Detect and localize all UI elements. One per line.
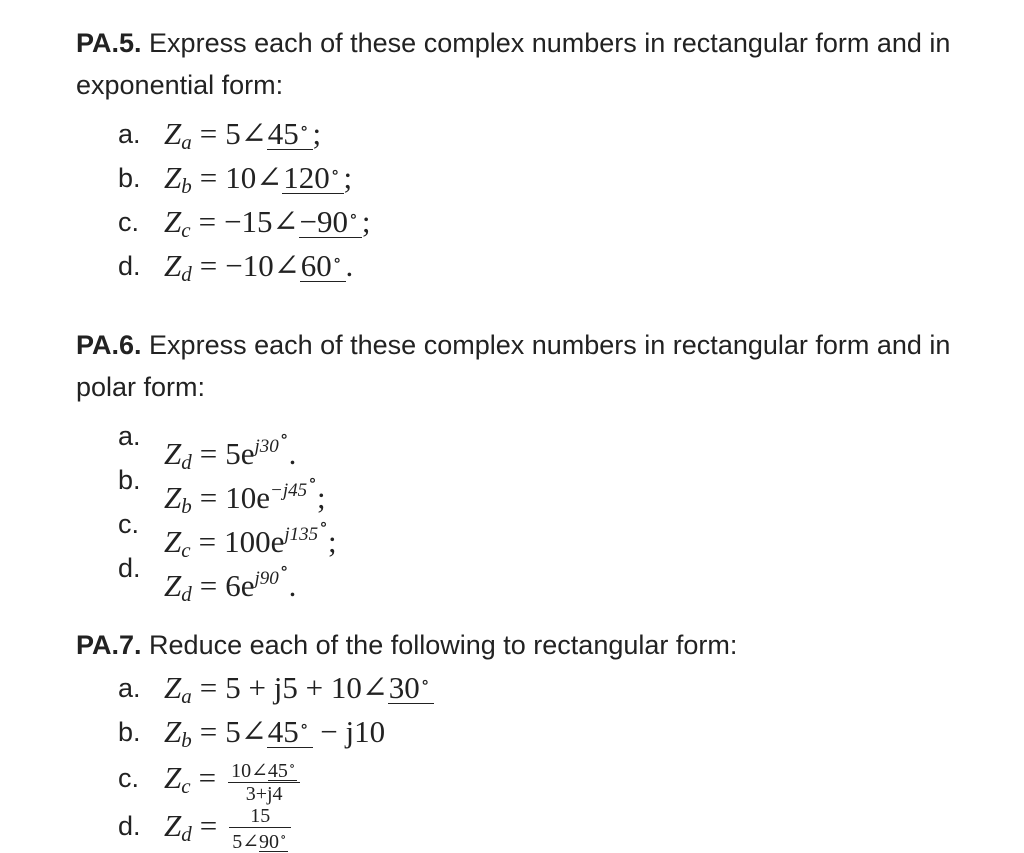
item-label: c. [118,509,140,539]
item-label: b. [118,465,141,495]
problem-id: PA.7. [76,630,142,660]
list-item [76,156,1016,200]
item-label: a. [118,673,141,703]
item-label: a. [118,119,141,149]
problem-pa6 [76,324,1016,606]
list-item [76,666,1016,710]
list-item [76,710,1016,754]
problem-text: Express each of these complex numbers in rectangular form and in exponential form: [76,28,951,100]
math-expression: $Z_b$ = 10∠120∘ ; [164,156,352,208]
math-expression: $Z_d = 5e^{j30\circ}$. [164,426,297,474]
fraction: $\frac{15}{5\angle 90^\circ}$ [229,805,291,853]
list-item [76,200,1016,244]
item-label: d. [118,811,141,841]
list-item [76,414,1016,474]
list-item [76,802,1016,853]
math-expression: $Z_b = 10e^{-j45\circ}$; [164,470,326,518]
list-item [76,754,1016,805]
item-label: b. [118,717,141,747]
math-expression: $Z_d = 6e^{j90\circ}$. [164,558,297,606]
item-label: d. [118,553,141,583]
math-expression: $Z_d$ = −10∠60∘ . [164,244,353,296]
list-item [76,458,1016,518]
item-label: d. [118,251,141,281]
math-expression: $Z_a = 5 + j5$ + 10∠30∘ [164,666,434,718]
problem-text: Express each of these complex numbers in rectangular form and in polar form: [76,330,951,402]
item-label: c. [118,763,140,793]
problem-statement [76,22,1016,106]
item-label: c. [118,207,140,237]
math-expression: $Z_b$ = 5∠45∘ − j10 [164,710,385,762]
problem-id: PA.5. [76,28,142,58]
math-expression: $Z_c$ = −15∠−90∘ ; [164,200,370,252]
math-expression: $Z_c = 100e^{j135\circ}$; [164,514,337,562]
list-item [76,502,1016,562]
item-label: a. [118,421,141,451]
problem-statement [76,624,1016,666]
list-item [76,112,1016,156]
math-expression: $Z_a$ = 5∠45∘ ; [164,112,321,164]
math-expression: $Z_d$ = $\frac{15}{5\angle 90^\circ}$ [164,802,291,853]
problem-pa7 [76,624,1016,853]
problem-pa5 [76,22,1016,288]
item-label: b. [118,163,141,193]
fraction: $\frac{10\angle 45^\circ}{3+j4}$ [228,757,300,805]
list-item [76,244,1016,288]
problem-id: PA.6. [76,330,142,360]
math-expression: $Z_c$ = $\frac{10\angle 45^\circ}{3+j4}$ [164,754,300,810]
list-item [76,546,1016,606]
problem-statement [76,324,1016,408]
problem-text: Reduce each of the following to rectangular form: [149,630,738,660]
